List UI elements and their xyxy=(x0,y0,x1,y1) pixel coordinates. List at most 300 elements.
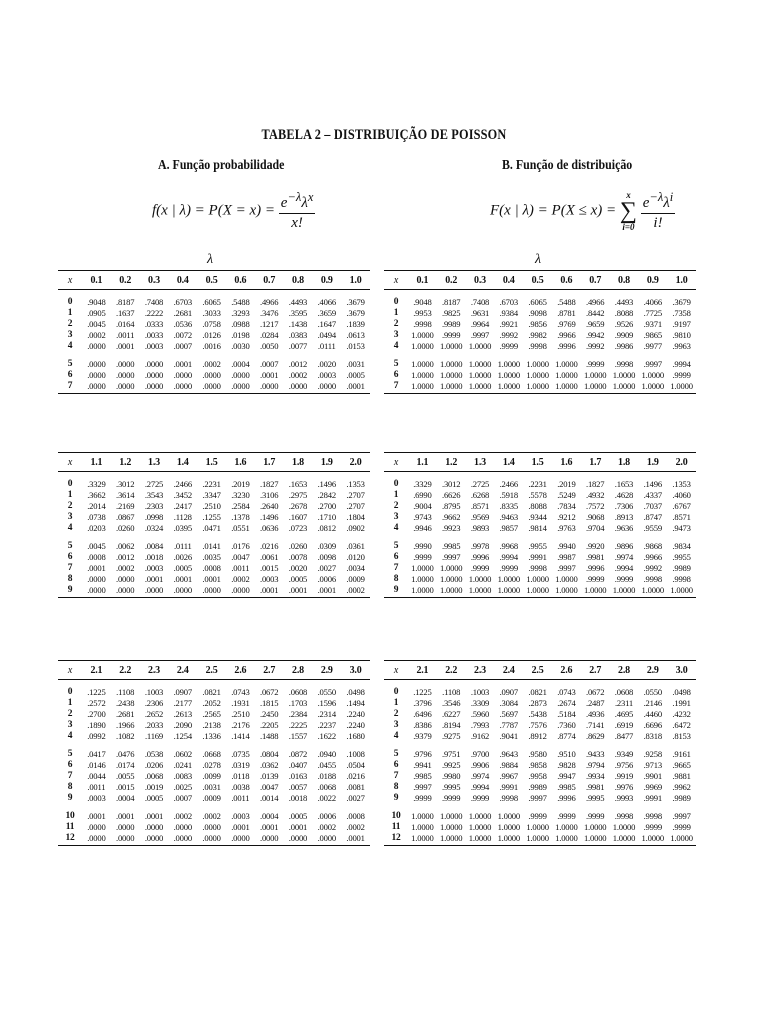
pmf-value: .0000 xyxy=(231,369,250,380)
pmf-table-3 xyxy=(58,660,370,846)
pmf-value: .0000 xyxy=(116,358,135,369)
pmf-value: .0099 xyxy=(202,770,221,781)
pmf-value: .0011 xyxy=(231,792,250,803)
cdf-value: .9985 xyxy=(442,540,461,551)
cdf-value: .9966 xyxy=(557,329,576,340)
cdf-value: 1.0000 xyxy=(411,573,434,584)
lambda-header: 2.0 xyxy=(341,453,370,472)
pmf-value: .0000 xyxy=(173,369,192,380)
cdf-value: 1.0000 xyxy=(641,380,664,391)
pmf-value: .0003 xyxy=(144,340,164,351)
x-column-header: x xyxy=(58,453,82,472)
x-value: 11 xyxy=(391,821,401,832)
cdf-value: .8747 xyxy=(643,511,662,522)
cdf-value: .9923 xyxy=(442,522,461,533)
pmf-value: .0940 xyxy=(317,748,336,759)
cdf-value: 1.0000 xyxy=(497,832,520,843)
pmf-value: .0000 xyxy=(144,832,164,843)
cdf-value: .9881 xyxy=(672,770,691,781)
pmf-value: .0011 xyxy=(87,781,106,792)
pmf-value: .0417 xyxy=(87,748,106,759)
cdf-value: .9636 xyxy=(614,522,634,533)
table-row xyxy=(384,792,696,803)
pmf-value: .0011 xyxy=(231,562,250,573)
table-row xyxy=(384,500,696,511)
pmf-value: .0003 xyxy=(260,573,279,584)
cdf-value: .2873 xyxy=(528,697,547,708)
pmf-value: .2019 xyxy=(231,478,250,489)
pmf-value: .0636 xyxy=(260,522,279,533)
table-row xyxy=(384,533,696,551)
lambda-header: 2.4 xyxy=(494,661,523,680)
pmf-value: .0812 xyxy=(317,522,336,533)
pmf-value: .3452 xyxy=(173,489,192,500)
x-value: 2 xyxy=(67,500,73,511)
cdf-value: .8477 xyxy=(614,730,634,741)
cdf-value: 1.0000 xyxy=(670,584,693,595)
sum-symbol: x ∑ i=0 xyxy=(619,190,637,232)
pmf-value: .0019 xyxy=(144,781,164,792)
lambda-header: 0.6 xyxy=(552,271,581,290)
x-value: 9 xyxy=(67,792,73,803)
pmf-value: .1496 xyxy=(317,478,336,489)
pmf-value: .0000 xyxy=(87,832,106,843)
cdf-value: .9825 xyxy=(442,307,461,318)
pmf-value: .0536 xyxy=(173,318,192,329)
cdf-value: .9999 xyxy=(528,810,547,821)
table-row xyxy=(58,573,370,584)
pmf-value: .0001 xyxy=(87,810,106,821)
pmf-value: .0672 xyxy=(260,686,279,697)
pmf-value: .1607 xyxy=(288,511,308,522)
cdf-value: .9473 xyxy=(672,522,691,533)
lambda-header: 0.8 xyxy=(284,271,313,290)
pmf-value: .1622 xyxy=(317,730,336,741)
cdf-value: .9810 xyxy=(672,329,691,340)
cdf-value: .5438 xyxy=(528,708,547,719)
pmf-value: .0002 xyxy=(87,329,106,340)
cdf-value: .9580 xyxy=(528,748,547,759)
cdf-value: 1.0000 xyxy=(670,832,693,843)
table-row xyxy=(384,584,696,598)
cdf-value: 1.0000 xyxy=(411,340,434,351)
cdf-value: .9934 xyxy=(586,770,605,781)
pmf-value: .0216 xyxy=(260,540,279,551)
x-value: 5 xyxy=(67,540,73,551)
x-value: 3 xyxy=(67,511,73,522)
lambda-header: 1.8 xyxy=(610,453,639,472)
cdf-value: .9982 xyxy=(528,329,547,340)
table-row xyxy=(58,741,370,759)
lambda-header: 2.7 xyxy=(255,661,284,680)
cdf-value: .9068 xyxy=(586,511,605,522)
cdf-value: .8774 xyxy=(557,730,576,741)
cdf-value: .4695 xyxy=(614,708,634,719)
table-row xyxy=(58,562,370,573)
lambda-header: 0.5 xyxy=(197,271,226,290)
cdf-value: .9004 xyxy=(413,500,432,511)
table-row xyxy=(58,511,370,522)
x-value: 8 xyxy=(67,573,73,584)
cdf-value: .9986 xyxy=(614,340,634,351)
x-value: 2 xyxy=(67,708,73,719)
pmf-value: .0139 xyxy=(260,770,279,781)
pmf-value: .1710 xyxy=(317,511,336,522)
pmf-value: .0001 xyxy=(231,821,250,832)
cdf-value: .9996 xyxy=(557,340,576,351)
cdf-value: .9834 xyxy=(672,540,691,551)
pmf-value: .0000 xyxy=(260,832,279,843)
pmf-value: .0016 xyxy=(202,340,221,351)
lambda-header: 0.2 xyxy=(437,271,466,290)
cdf-value: .9998 xyxy=(672,573,691,584)
cdf-value: .3309 xyxy=(470,697,490,708)
table-row xyxy=(384,730,696,741)
cdf-value: .4232 xyxy=(672,708,691,719)
pmf-value: .0668 xyxy=(202,748,221,759)
cdf-value: 1.0000 xyxy=(526,821,549,832)
pmf-value: .2584 xyxy=(231,500,250,511)
cdf-value: .9048 xyxy=(413,296,432,307)
cdf-value: 1.0000 xyxy=(439,573,463,584)
pmf-value: .0395 xyxy=(173,522,192,533)
cdf-value: .9985 xyxy=(557,781,576,792)
cdf-value: .3329 xyxy=(413,478,432,489)
cdf-value: .7787 xyxy=(499,719,518,730)
table-row xyxy=(384,708,696,719)
cdf-value: .9942 xyxy=(586,329,605,340)
cdf-value: .9161 xyxy=(672,748,691,759)
cdf-value: .2311 xyxy=(614,697,633,708)
cdf-value: .9098 xyxy=(528,307,547,318)
cdf-value: .9991 xyxy=(499,781,518,792)
cdf-value: .9999 xyxy=(586,358,605,369)
pmf-value: .3476 xyxy=(260,307,279,318)
pmf-value: .0000 xyxy=(116,380,135,391)
cdf-value: .9987 xyxy=(557,551,576,562)
sum-upper-limit: x xyxy=(626,190,631,201)
cdf-value: .9998 xyxy=(643,573,662,584)
pmf-value: .0141 xyxy=(202,540,221,551)
lambda-header: 0.9 xyxy=(312,271,341,290)
cdf-value: .9510 xyxy=(557,748,576,759)
page-title: TABELA 2 – DISTRIBUIÇÃO DE POISSON xyxy=(261,127,507,143)
pmf-value: .0007 xyxy=(173,340,192,351)
lambda-header: 2.0 xyxy=(667,453,696,472)
pmf-value: .0000 xyxy=(317,832,336,843)
pmf-value: .0033 xyxy=(144,329,164,340)
x-value: 4 xyxy=(67,340,73,351)
pmf-value: .0044 xyxy=(87,770,106,781)
lambda-header: 2.6 xyxy=(552,661,581,680)
cdf-value: .9998 xyxy=(528,340,547,351)
table-row xyxy=(58,803,370,821)
x-value: 5 xyxy=(393,358,399,369)
pmf-value: .0407 xyxy=(288,759,308,770)
pmf-value: .2090 xyxy=(173,719,192,730)
cdf-value: .4337 xyxy=(643,489,662,500)
cdf-value: 1.0000 xyxy=(411,329,434,340)
x-value: 4 xyxy=(393,340,399,351)
pmf-value: .0001 xyxy=(144,573,164,584)
lambda-label-a: λ xyxy=(207,252,214,267)
pmf-value: .1680 xyxy=(346,730,365,741)
pmf-value: .0203 xyxy=(87,522,106,533)
table-row xyxy=(58,307,370,318)
x-value: 0 xyxy=(393,478,399,489)
pmf-value: .0008 xyxy=(87,551,106,562)
cdf-value: .4936 xyxy=(586,708,605,719)
lambda-header: 1.7 xyxy=(581,453,610,472)
cdf-value: .5488 xyxy=(557,296,576,307)
pmf-value: .0005 xyxy=(144,792,164,803)
pmf-value: .0068 xyxy=(144,770,164,781)
pmf-value: .0061 xyxy=(260,551,279,562)
cdf-value: .9980 xyxy=(442,770,461,781)
pmf-value: .3543 xyxy=(144,489,164,500)
cdf-value: .5697 xyxy=(499,708,518,719)
cdf-value: .8386 xyxy=(413,719,432,730)
pmf-value: .0804 xyxy=(260,748,279,759)
cdf-value: .5249 xyxy=(557,489,576,500)
cdf-value: .9433 xyxy=(586,748,605,759)
x-value: 12 xyxy=(391,832,401,843)
cdf-table-2 xyxy=(384,452,696,598)
pmf-value: .0126 xyxy=(202,329,221,340)
pmf-value: .2384 xyxy=(288,708,308,719)
cdf-value: .2725 xyxy=(470,478,490,489)
cdf-value: .8187 xyxy=(442,296,461,307)
pmf-value: .0002 xyxy=(231,573,250,584)
pmf-value: .0000 xyxy=(173,821,192,832)
cdf-value: .0821 xyxy=(528,686,547,697)
pmf-value: .0050 xyxy=(260,340,279,351)
table-row xyxy=(58,500,370,511)
lambda-header: 0.3 xyxy=(466,271,495,290)
cdf-value: .9976 xyxy=(614,781,634,792)
cdf-value: 1.0000 xyxy=(555,358,578,369)
pmf-value: .0025 xyxy=(173,781,192,792)
lambda-header: 0.4 xyxy=(168,271,197,290)
pmf-value: .0083 xyxy=(173,770,192,781)
table-row xyxy=(58,708,370,719)
cdf-value: .9991 xyxy=(528,551,547,562)
cdf-table-1 xyxy=(384,270,696,394)
cdf-value: .9994 xyxy=(614,562,634,573)
x-value: 2 xyxy=(393,500,399,511)
cdf-value: 1.0000 xyxy=(468,380,492,391)
pmf-value: .0001 xyxy=(116,340,135,351)
pmf-value: .0000 xyxy=(87,358,106,369)
pmf-value: .2640 xyxy=(260,500,279,511)
cdf-value: .9756 xyxy=(614,759,634,770)
pmf-value: .0009 xyxy=(202,792,221,803)
cdf-value: .9865 xyxy=(643,329,662,340)
cdf-value: .0743 xyxy=(557,686,576,697)
table-row xyxy=(58,697,370,708)
x-column-header: x xyxy=(58,271,82,290)
cdf-value: .9997 xyxy=(557,562,576,573)
pmf-value: .2231 xyxy=(202,478,221,489)
pmf-value: .0278 xyxy=(202,759,221,770)
cdf-value: .1003 xyxy=(470,686,490,697)
cdf-value: .4060 xyxy=(672,489,691,500)
pmf-numerator: $e^{-\lambda}\lambda^x$ xyxy=(279,190,316,214)
x-value: 1 xyxy=(67,307,73,318)
cdf-value: .9994 xyxy=(499,551,518,562)
pmf-value: .0007 xyxy=(260,358,279,369)
pmf-value: .1966 xyxy=(116,719,135,730)
pmf-value: .1353 xyxy=(346,478,365,489)
pmf-value: .1003 xyxy=(144,686,164,697)
cdf-value: .9857 xyxy=(499,522,518,533)
cdf-value: .9344 xyxy=(528,511,547,522)
x-value: 6 xyxy=(393,759,399,770)
x-value: 1 xyxy=(393,307,399,318)
cdf-value: 1.0000 xyxy=(583,369,607,380)
cdf-value: 1.0000 xyxy=(583,821,607,832)
table-row xyxy=(384,821,696,832)
cdf-value: 1.0000 xyxy=(468,810,492,821)
cdf-value: .9999 xyxy=(586,810,605,821)
pmf-value: .0362 xyxy=(260,759,279,770)
pmf-value: .2681 xyxy=(173,307,192,318)
pmf-value: .0198 xyxy=(231,329,250,340)
lambda-header: 0.8 xyxy=(610,271,639,290)
pmf-value: .0872 xyxy=(288,748,308,759)
x-value: 1 xyxy=(67,697,73,708)
cdf-value: .9958 xyxy=(528,770,547,781)
cdf-value: .9041 xyxy=(499,730,518,741)
pmf-value: .0504 xyxy=(346,759,365,770)
cdf-value: 1.0000 xyxy=(468,358,492,369)
lambda-header: 2.2 xyxy=(437,661,466,680)
pmf-value: .0009 xyxy=(346,573,365,584)
pmf-value: .0000 xyxy=(116,369,135,380)
pmf-value: .1653 xyxy=(288,478,308,489)
cdf-value: .9643 xyxy=(499,748,518,759)
pmf-value: .0000 xyxy=(231,832,250,843)
lambda-header: 1.4 xyxy=(168,453,197,472)
table-row xyxy=(384,522,696,533)
pmf-value: .0907 xyxy=(173,686,192,697)
pmf-value: .1637 xyxy=(116,307,135,318)
table-row xyxy=(58,792,370,803)
cdf-value: .9999 xyxy=(557,810,576,821)
x-column-header: x xyxy=(384,271,408,290)
cdf-value: .2466 xyxy=(499,478,518,489)
cdf-value: 1.0000 xyxy=(411,380,434,391)
pmf-value: .0000 xyxy=(116,584,135,595)
cdf-value: 1.0000 xyxy=(439,821,463,832)
x-value: 1 xyxy=(393,489,399,500)
pmf-value: .0003 xyxy=(144,562,164,573)
pmf-value: .0001 xyxy=(346,380,365,391)
cdf-value: .6767 xyxy=(672,500,691,511)
lambda-header: 2.9 xyxy=(638,661,667,680)
lambda-header: 0.7 xyxy=(581,271,610,290)
cdf-value: .8629 xyxy=(586,730,605,741)
pmf-value: .0003 xyxy=(87,792,106,803)
cdf-value: .9992 xyxy=(499,329,518,340)
section-b-title: B. Função de distribuição xyxy=(502,158,633,173)
pmf-table-2 xyxy=(58,452,370,598)
cdf-value: .9631 xyxy=(470,307,490,318)
table-row xyxy=(384,290,696,308)
table-row xyxy=(58,680,370,698)
cdf-value: .9662 xyxy=(442,511,461,522)
table-row xyxy=(58,351,370,369)
pmf-value: .0022 xyxy=(317,792,336,803)
cdf-value: .9992 xyxy=(643,562,662,573)
cdf-value: .2019 xyxy=(557,478,576,489)
table-row xyxy=(58,340,370,351)
cdf-value: .9955 xyxy=(672,551,691,562)
cdf-value: .0672 xyxy=(586,686,605,697)
cdf-value: .9569 xyxy=(470,511,490,522)
pmf-value: .0078 xyxy=(288,551,308,562)
pmf-value: .0007 xyxy=(173,792,192,803)
pmf-value: .0284 xyxy=(260,329,279,340)
cdf-value: 1.0000 xyxy=(468,832,492,843)
pmf-value: .3662 xyxy=(87,489,106,500)
cdf-value: .8088 xyxy=(528,500,547,511)
cdf-value: .4966 xyxy=(586,296,605,307)
pmf-value: .0176 xyxy=(231,540,250,551)
cdf-value: .9947 xyxy=(557,770,576,781)
cdf-value: .4932 xyxy=(586,489,605,500)
x-value: 8 xyxy=(393,573,399,584)
cdf-value: .9713 xyxy=(643,759,662,770)
x-value: 12 xyxy=(65,832,75,843)
table-row xyxy=(58,489,370,500)
pmf-value: .0000 xyxy=(173,380,192,391)
pmf-value: .3679 xyxy=(346,307,365,318)
cdf-value: 1.0000 xyxy=(526,573,549,584)
pmf-value: .3347 xyxy=(202,489,221,500)
cdf-value: .9953 xyxy=(413,307,432,318)
pmf-formula xyxy=(152,190,315,242)
pmf-value: .2314 xyxy=(317,708,336,719)
pmf-value: .0001 xyxy=(288,821,308,832)
pmf-value: .0015 xyxy=(260,562,279,573)
cdf-value: .9941 xyxy=(413,759,432,770)
pmf-value: .0035 xyxy=(202,551,221,562)
x-value: 7 xyxy=(393,380,399,391)
cdf-value: 1.0000 xyxy=(497,358,520,369)
lambda-header: 0.9 xyxy=(638,271,667,290)
pmf-value: .0008 xyxy=(202,562,221,573)
pmf-value: .1108 xyxy=(116,686,135,697)
cdf-value: .9995 xyxy=(586,792,605,803)
pmf-value: .0047 xyxy=(260,781,279,792)
cdf-value: .5578 xyxy=(528,489,547,500)
x-column-header: x xyxy=(384,453,408,472)
pmf-value: .2417 xyxy=(173,500,192,511)
lambda-header: 2.1 xyxy=(408,661,437,680)
x-value: 0 xyxy=(67,478,73,489)
lambda-header: 0.7 xyxy=(255,271,284,290)
table-row xyxy=(58,329,370,340)
cdf-value: .7576 xyxy=(528,719,547,730)
cdf-value: 1.0000 xyxy=(612,832,636,843)
cdf-fraction xyxy=(641,190,676,233)
cdf-value: .3679 xyxy=(672,296,691,307)
pmf-value: .0002 xyxy=(346,584,365,595)
pmf-value: .6065 xyxy=(202,296,221,307)
table-row xyxy=(58,832,370,846)
lambda-header: 1.5 xyxy=(197,453,226,472)
